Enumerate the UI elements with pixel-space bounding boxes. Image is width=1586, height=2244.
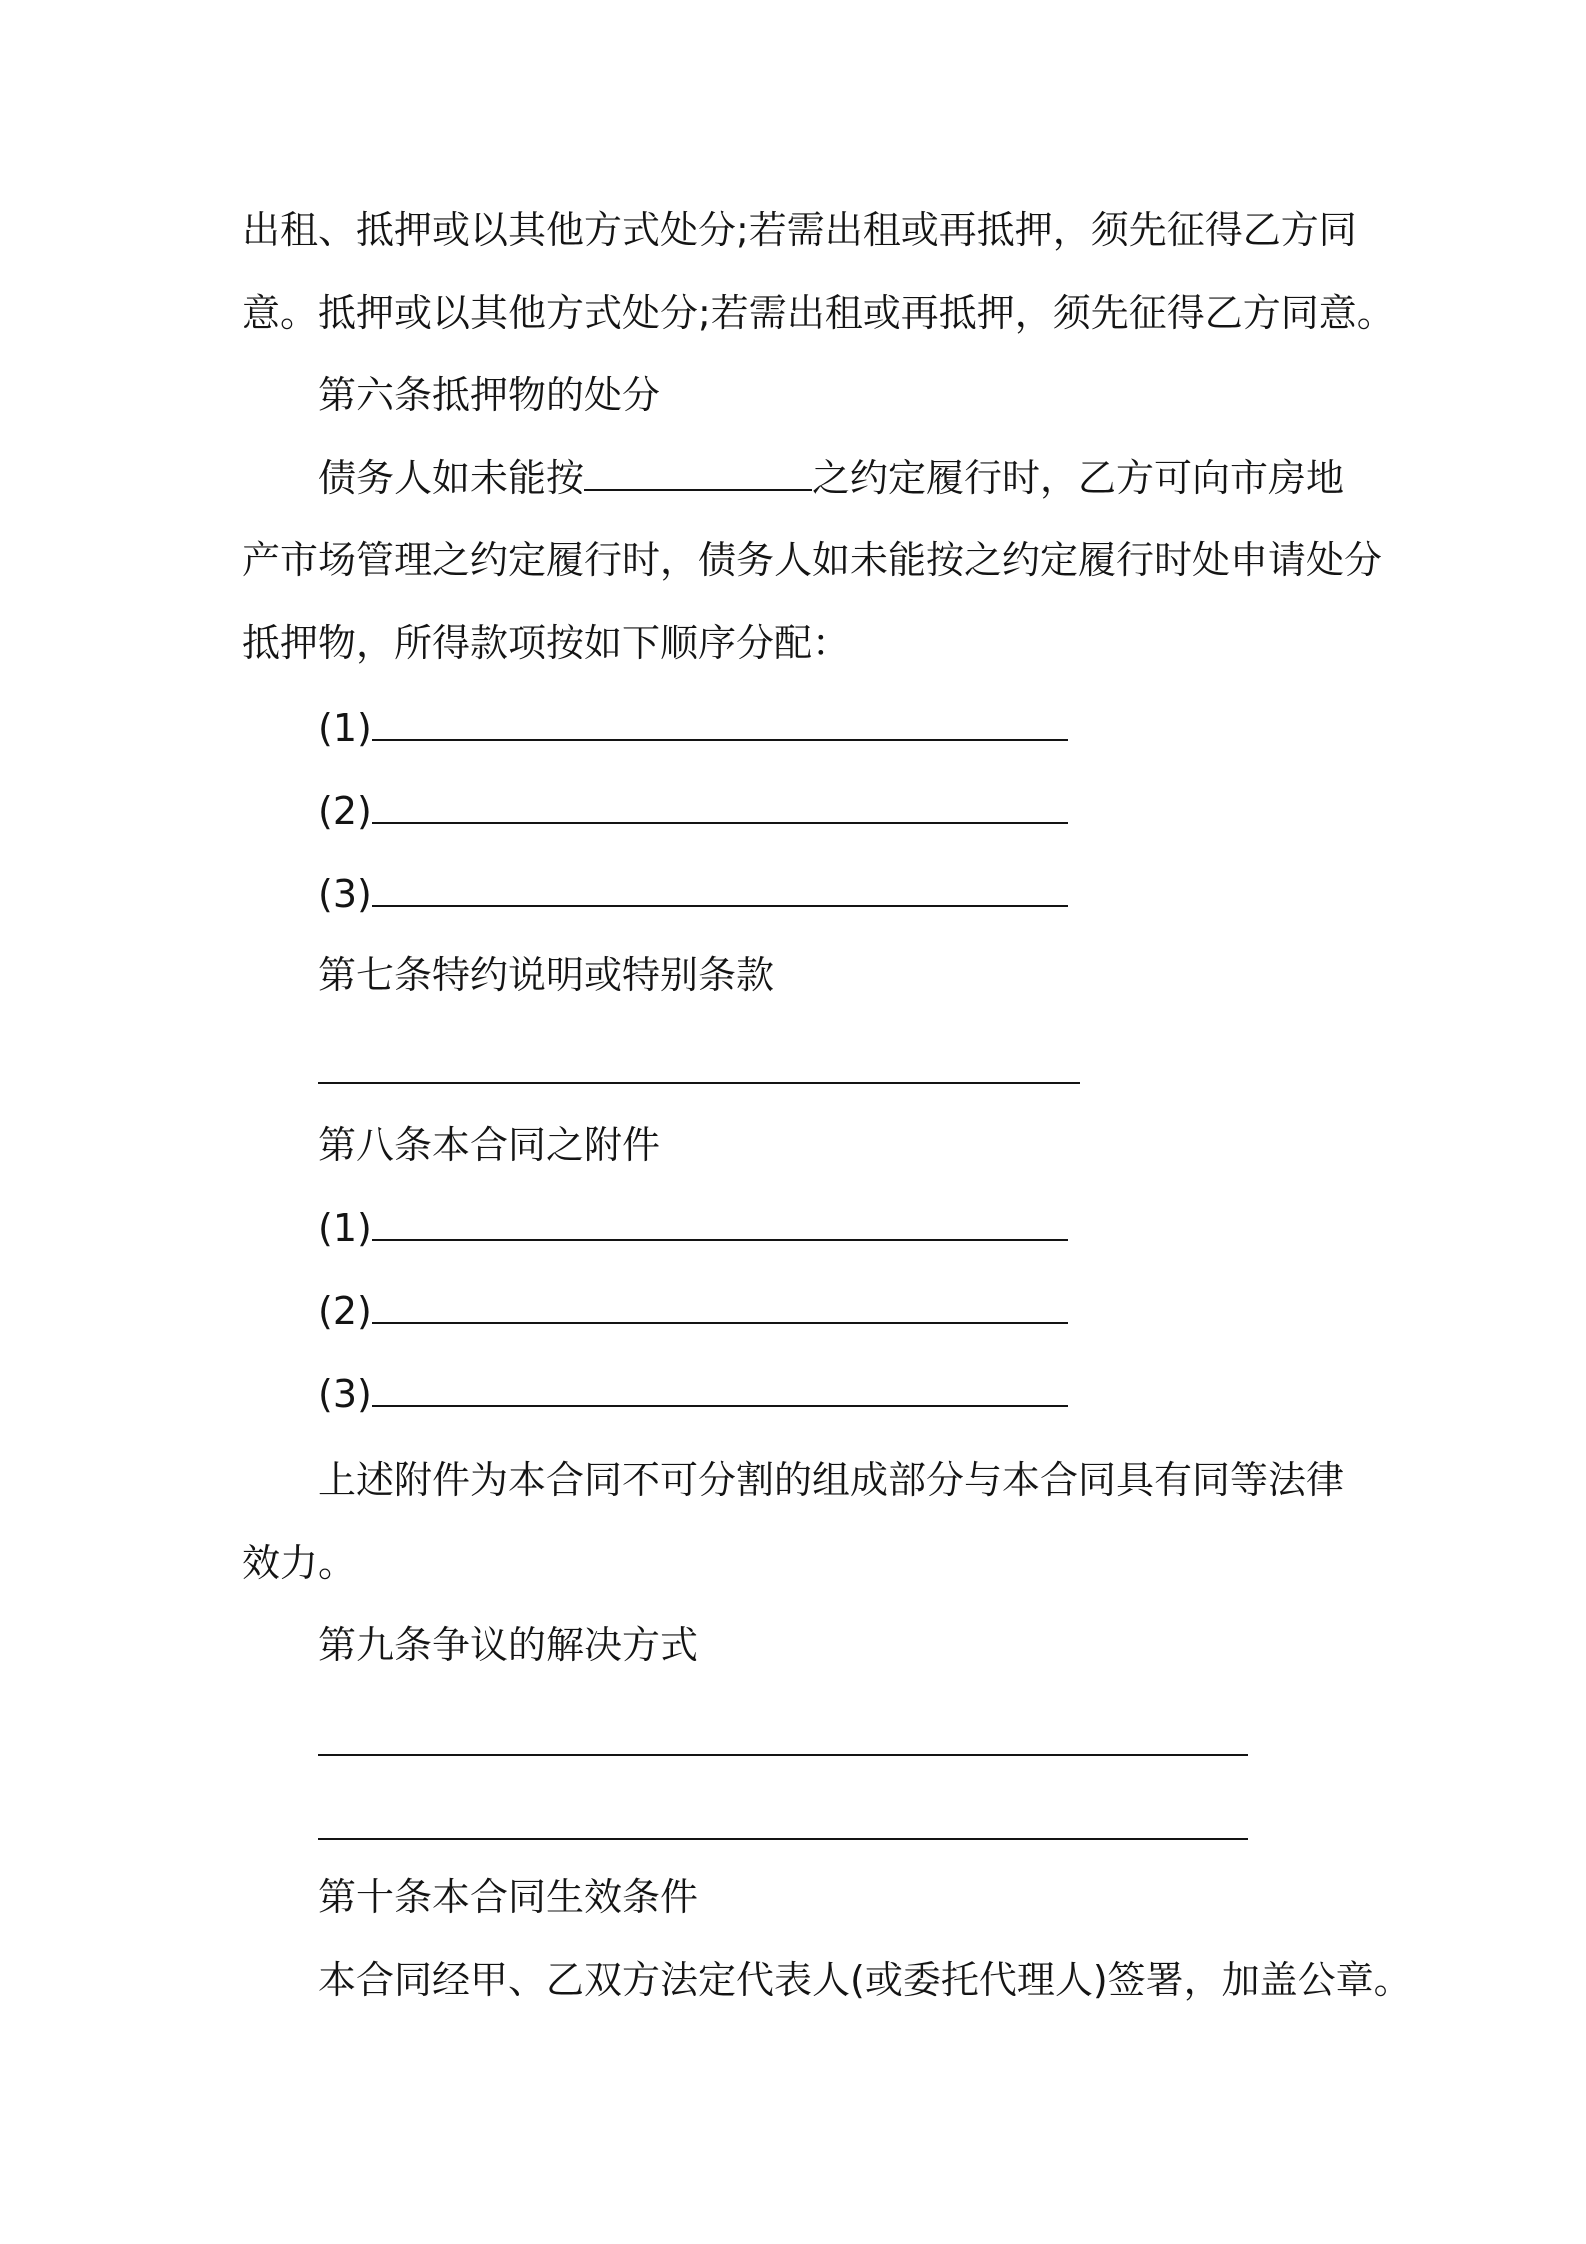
article-9-heading: 第九条争议的解决方式 [318, 1623, 699, 1667]
paragraph-line: 本合同经甲、乙双方法定代表人(或委托代理人)签署，加盖公章。 [318, 1958, 1412, 2002]
article-6-heading: 第六条抵押物的处分 [318, 373, 661, 417]
fill-in-blank[interactable] [318, 1082, 1080, 1084]
fill-in-blank[interactable] [318, 1838, 1248, 1840]
fill-in-blank[interactable] [372, 705, 1068, 741]
attachment-item-2 [318, 1286, 1068, 1336]
attachment-item-1 [318, 1203, 1068, 1253]
paragraph-line: 上述附件为本合同不可分割的组成部分与本合同具有同等法律 [318, 1458, 1345, 1502]
fill-in-blank[interactable] [318, 1754, 1248, 1756]
fill-in-blank[interactable] [584, 455, 812, 491]
fill-in-blank[interactable] [372, 1371, 1068, 1407]
fill-in-blank[interactable] [372, 1288, 1068, 1324]
paragraph-line: 出租、抵押或以其他方式处分;若需出租或再抵押，须先征得乙方同 [242, 208, 1357, 252]
distribution-item-3 [318, 869, 1068, 919]
text-fragment: 债务人如未能按 [318, 456, 585, 500]
paragraph-line: 效力。 [242, 1541, 357, 1585]
item-number: (2) [318, 789, 372, 833]
distribution-item-2 [318, 786, 1068, 836]
fill-in-blank[interactable] [372, 788, 1068, 824]
paragraph-line: 产市场管理之约定履行时，债务人如未能按之约定履行时处申请处分 [242, 538, 1383, 582]
distribution-item-1 [318, 703, 1068, 753]
item-number: (3) [318, 1372, 372, 1416]
item-number: (1) [318, 1206, 372, 1250]
paragraph-line [318, 453, 1344, 503]
item-number: (1) [318, 706, 372, 750]
paragraph-line: 意。抵押或以其他方式处分;若需出租或再抵押，须先征得乙方同意。 [242, 291, 1395, 335]
text-fragment: 之约定履行时，乙方可向市房地 [812, 456, 1345, 500]
fill-in-blank[interactable] [372, 871, 1068, 907]
article-8-heading: 第八条本合同之附件 [318, 1123, 661, 1167]
item-number: (3) [318, 872, 372, 916]
article-10-heading: 第十条本合同生效条件 [318, 1875, 699, 1919]
attachment-item-3 [318, 1369, 1068, 1419]
paragraph-line: 抵押物，所得款项按如下顺序分配： [242, 621, 851, 665]
article-7-heading: 第七条特约说明或特别条款 [318, 953, 775, 997]
item-number: (2) [318, 1289, 372, 1333]
fill-in-blank[interactable] [372, 1205, 1068, 1241]
